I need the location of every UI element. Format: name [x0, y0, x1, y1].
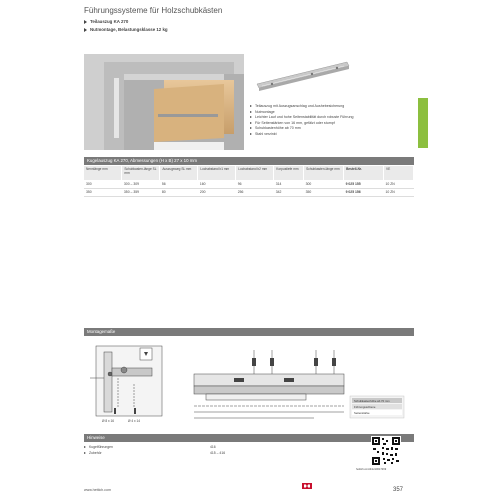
col-header: Schubkasten-länge SL mm	[122, 166, 160, 180]
legend-item: Führungsschiene	[354, 404, 376, 409]
table-cell: 9 025 155	[344, 180, 384, 188]
table-cell: 10 ZN	[384, 180, 414, 188]
note-page-ref: 416	[210, 445, 216, 449]
mounting-drawing	[84, 338, 414, 432]
col-header: Bestell-Nr.	[344, 166, 384, 180]
col-header: Korpustiefe mm	[274, 166, 304, 180]
drawer-photo	[84, 54, 244, 150]
note-item: Kugelführungen 416	[84, 444, 364, 450]
table-cell: 300	[84, 180, 122, 188]
table-title: Kugelauszug KA 270, Abmessungen (H x B) 27 x 10 mm	[84, 157, 414, 165]
table-cell: 350 – 359	[122, 188, 160, 196]
mounting-section-title: Montagemaße	[84, 328, 414, 336]
triangle-bullet-icon	[84, 20, 87, 24]
col-header: Nennlänge mm	[84, 166, 122, 180]
subtitle-mounting: Nutmontage, Belastungsklasse 12 kg	[84, 27, 168, 32]
table-cell: 80	[160, 188, 198, 196]
col-header: VE	[384, 166, 414, 180]
note-page-ref: 415 – 416	[210, 451, 226, 455]
triangle-bullet-icon	[250, 116, 252, 118]
legend-item: Schubkastenhöhe ab 70 mm	[354, 398, 390, 403]
page-number: 357	[393, 487, 404, 493]
table-cell: 300	[304, 180, 344, 188]
col-header: Schubkasten-länge mm	[304, 166, 344, 180]
triangle-bullet-icon	[84, 446, 86, 448]
table-cell: 300 – 309	[122, 180, 160, 188]
table-cell: 56	[160, 180, 198, 188]
qr-link-text[interactable]: hettich.com/link/10017269	[356, 468, 387, 471]
section-tab-marker	[418, 98, 428, 148]
table-cell: 10 ZN	[384, 188, 414, 196]
triangle-bullet-icon	[250, 133, 252, 135]
table-header-row	[84, 166, 414, 180]
feature-item: Leichter Lauf und hohe Seitenstabilität durch robuste Führung	[250, 115, 410, 121]
triangle-bullet-icon	[250, 111, 252, 113]
table-cell: 342	[274, 188, 304, 196]
table-cell: 314	[274, 180, 304, 188]
table-cell: 256	[236, 188, 274, 196]
col-header: Lochabstand b1 mm	[198, 166, 236, 180]
legend-item: Seitenstärke	[354, 410, 370, 415]
subtitle-product: Teilauszug KA 270	[84, 19, 128, 24]
table-row	[84, 180, 414, 188]
triangle-bullet-icon	[84, 28, 87, 32]
hole-label-2: Ø 4 x 14	[128, 419, 141, 423]
table-cell: 160	[198, 180, 236, 188]
table-cell: 350	[304, 188, 344, 196]
table-cell: 200	[198, 188, 236, 196]
triangle-bullet-icon	[250, 127, 252, 129]
table-cell: 350	[84, 188, 122, 196]
table-cell: 96	[236, 180, 274, 188]
hettich-logo-icon	[300, 482, 322, 494]
feature-item: Stahl verzinkt	[250, 132, 410, 138]
feature-item: Schubkastenhöhe ab 70 mm	[250, 126, 410, 132]
col-header: Auszugsweg SL mm	[160, 166, 198, 180]
col-header: Lochabstand b2 mm	[236, 166, 274, 180]
feature-list	[250, 104, 410, 138]
spec-table	[84, 166, 414, 197]
triangle-bullet-icon	[250, 105, 252, 107]
table-row	[84, 188, 414, 196]
feature-item: Für Seitenstärken von 16 mm, gefälzt oder stumpf	[250, 121, 410, 127]
triangle-bullet-icon	[250, 122, 252, 124]
hole-label-1: Ø 8 x 16	[102, 419, 115, 423]
table-cell: 9 025 156	[344, 188, 384, 196]
page-title: Führungssysteme für Holzschubkästen	[84, 6, 223, 15]
qr-code-icon[interactable]	[371, 436, 401, 466]
notes-section-title: Hinweise	[84, 434, 414, 442]
feature-item: Teilauszug mit Auszugsanschlag und Aushebesicherung	[250, 104, 410, 110]
footer-url[interactable]: www.hettich.com	[84, 488, 111, 492]
triangle-bullet-icon	[84, 452, 86, 454]
notes-list	[84, 444, 364, 456]
feature-item: Nutmontage	[250, 110, 410, 116]
drawer-slide-image	[252, 56, 352, 96]
note-item: Zubehör 415 – 416	[84, 450, 364, 456]
